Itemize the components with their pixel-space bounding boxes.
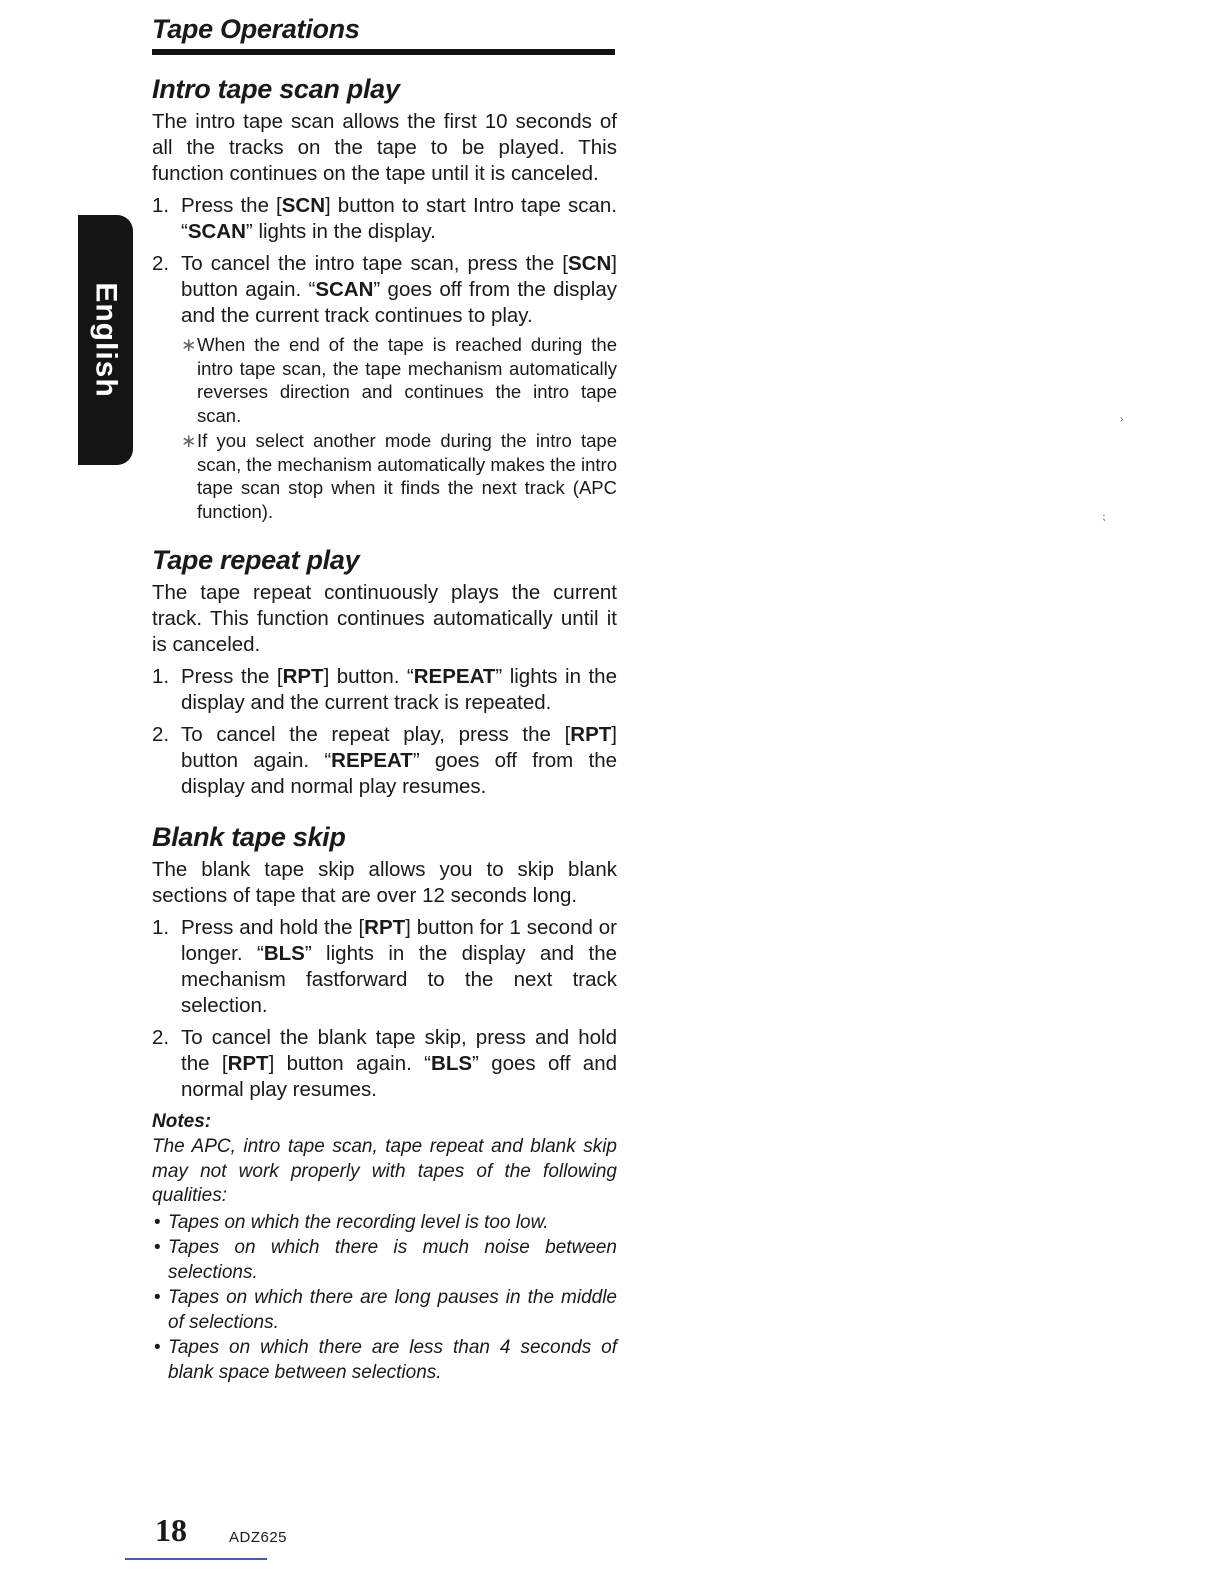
step-number: 1.: [152, 194, 170, 217]
step-list: [152, 915, 617, 1103]
step-item: [152, 915, 617, 1019]
note-text: If you select another mode during the intro tape scan, the mechanism automatically makes the intro tape scan stop when it finds the next track (APC function).: [197, 430, 617, 522]
step-text: Press the [: [181, 194, 282, 217]
note-item: [181, 429, 617, 523]
step-item: [152, 1025, 617, 1103]
step-text: ] button again. “: [181, 252, 617, 301]
page-title: Tape Operations: [152, 14, 615, 55]
step-number: 2.: [152, 723, 170, 746]
note-item: [181, 333, 617, 427]
step-text: ” lights in the display and the mechanism fastforward to the next track selection.: [181, 942, 618, 1017]
step-number: 2.: [152, 1026, 170, 1049]
button-name: RPT: [364, 916, 406, 939]
step-list: [152, 193, 617, 523]
main-content: [152, 74, 617, 1386]
note-text: When the end of the tape is reached during the intro tape scan, the tape mechanism automatically reverses direction and continues the intro tape scan.: [197, 334, 617, 426]
display-indicator: REPEAT: [413, 665, 496, 688]
step-text: To cancel the repeat play, press the [: [181, 723, 571, 746]
step-number: 2.: [152, 252, 170, 275]
model-number: ADZ625: [229, 1529, 288, 1546]
button-name: RPT: [282, 665, 324, 688]
footer-rule: [125, 1558, 267, 1560]
section-heading: Intro tape scan play: [152, 74, 400, 104]
asterisk-icon: ∗: [181, 430, 197, 451]
notes-item-text: Tapes on which the recording level is too low.: [168, 1211, 549, 1233]
notes-item: [152, 1286, 617, 1335]
step-text: ” lights in the display.: [245, 220, 436, 243]
language-tab-label: English: [89, 282, 123, 398]
step-number: 1.: [152, 916, 170, 939]
notes-item-text: Tapes on which there are long pauses in the middle of selections.: [168, 1287, 617, 1333]
step-text: To cancel the intro tape scan, press the [: [181, 252, 568, 275]
notes-item: [152, 1211, 617, 1236]
section-intro-scan: [152, 74, 617, 523]
display-indicator: SCAN: [315, 278, 374, 301]
notes-text: The APC, intro tape scan, tape repeat and blank skip may not work properly with tapes of the following qualities:: [152, 1136, 617, 1206]
page-number: 18: [155, 1512, 187, 1548]
bullet-icon: •: [154, 1337, 161, 1358]
step-item: [152, 722, 617, 800]
step-text: To cancel the blank tape skip, press and hold the [: [181, 1026, 617, 1075]
notes-item-text: Tapes on which there are less than 4 seconds of blank space between selections.: [168, 1337, 617, 1383]
step-text: ] button for 1 second or longer. “: [181, 916, 617, 965]
display-indicator: REPEAT: [331, 749, 413, 772]
step-text: ” goes off and normal play resumes.: [181, 1052, 617, 1101]
notes-list: [152, 1211, 617, 1386]
button-name: RPT: [570, 723, 612, 746]
section-heading: Blank tape skip: [152, 822, 346, 852]
display-indicator: SCAN: [187, 220, 246, 243]
step-number: 1.: [152, 665, 170, 688]
step-text: Press the [: [181, 665, 283, 688]
asterisk-icon: ∗: [181, 334, 197, 355]
step-text: ] button again. “: [181, 723, 617, 772]
scan-speck: ⁏: [1102, 512, 1106, 523]
note-list: [181, 333, 617, 523]
scan-speck: ›: [1120, 414, 1124, 425]
step-text: ” lights in the display and the current track is repeated.: [181, 665, 617, 714]
bullet-icon: •: [154, 1287, 161, 1308]
step-text: ] button. “: [323, 665, 414, 688]
step-text: ] button to start Intro tape scan. “: [181, 194, 617, 243]
language-tab: [78, 215, 133, 465]
button-name: RPT: [227, 1052, 269, 1075]
section-tape-repeat: [152, 545, 617, 800]
section-heading: Tape repeat play: [152, 545, 360, 575]
step-text: Press and hold the [: [181, 916, 365, 939]
display-indicator: BLS: [263, 942, 305, 965]
button-name: SCN: [281, 194, 326, 217]
step-text: ” goes off from the display and the current track continues to play.: [181, 278, 617, 327]
display-indicator: BLS: [431, 1052, 473, 1075]
section-blank-skip: [152, 822, 617, 1103]
notes-block: [152, 1111, 617, 1385]
step-item: [152, 664, 617, 716]
notes-item-text: Tapes on which there is much noise between selections.: [168, 1237, 617, 1283]
step-text: ] button again. “: [268, 1052, 432, 1075]
bullet-icon: •: [154, 1211, 161, 1233]
step-text: ” goes off from the display and normal play resumes.: [181, 749, 617, 798]
step-item: [152, 251, 617, 523]
notes-item: [152, 1236, 617, 1285]
button-name: SCN: [568, 252, 612, 275]
section-description: The tape repeat continuously plays the current track. This function continues automatically until it is canceled.: [152, 581, 617, 656]
bullet-icon: •: [154, 1237, 161, 1258]
step-list: [152, 664, 617, 800]
section-description: The blank tape skip allows you to skip blank sections of tape that are over 12 seconds long.: [152, 858, 617, 907]
notes-title: Notes:: [152, 1111, 212, 1132]
step-item: [152, 193, 617, 245]
section-description: The intro tape scan allows the first 10 seconds of all the tracks on the tape to be played. This function continues on the tape until it is canceled.: [152, 110, 617, 185]
notes-item: [152, 1336, 617, 1385]
